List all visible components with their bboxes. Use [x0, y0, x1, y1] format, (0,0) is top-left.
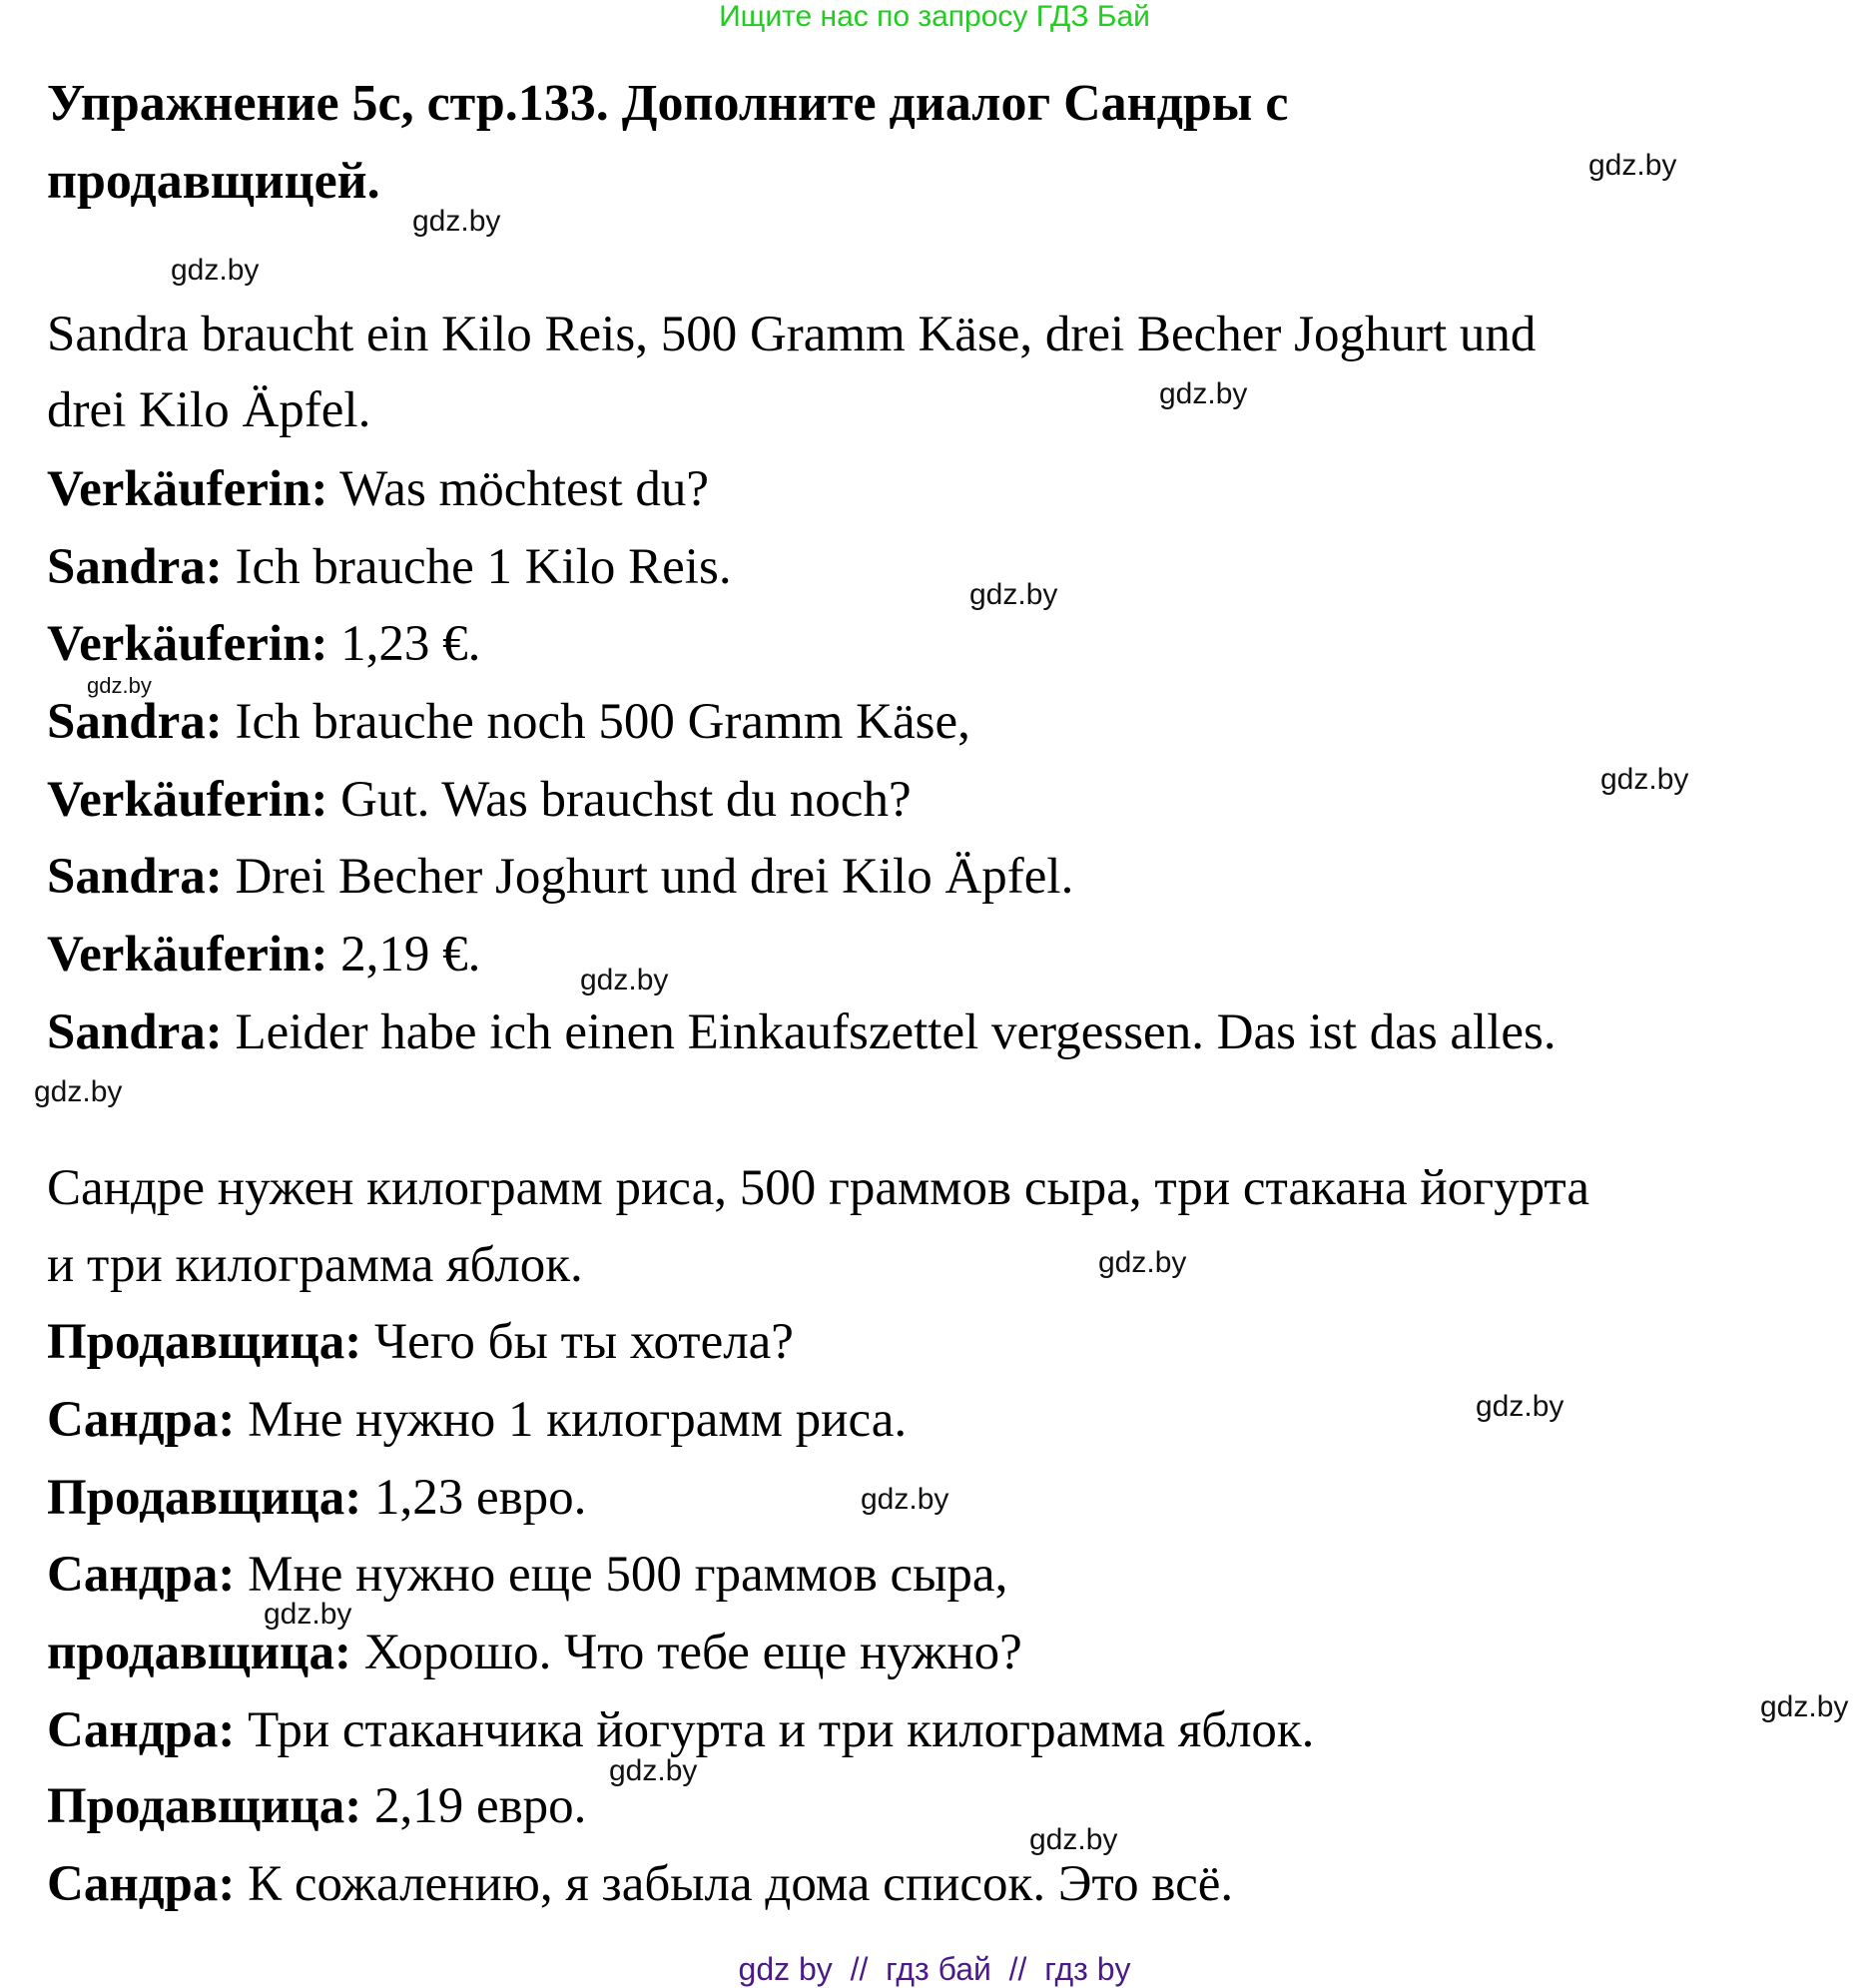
line-text: Сандре нужен килограмм риса, 500 граммов сыра, три стакана йогурта — [47, 1160, 1589, 1216]
speaker-label: Продавщица: — [47, 1470, 362, 1526]
speaker-label: Sandra: — [47, 849, 223, 905]
line-text: 1,23 €. — [327, 616, 481, 672]
watermark: gdz.by — [1159, 377, 1248, 410]
speaker-label: Verkäuferin: — [47, 461, 328, 517]
russian-dialog-line — [47, 1614, 1022, 1691]
line-text: 1,23 евро. — [361, 1470, 587, 1526]
line-text: Мне нужно еще 500 граммов сыра, — [235, 1547, 1008, 1603]
watermark: gdz.by — [1588, 149, 1677, 182]
exercise-heading-line2: продавщицей. — [47, 153, 380, 210]
line-text: 2,19 €. — [327, 927, 481, 983]
watermark: gdz.by — [171, 254, 260, 287]
russian-dialog-line — [47, 1536, 1007, 1614]
watermark: gdz.by — [609, 1754, 698, 1787]
search-banner: Ищите нас по запросу ГДЗ Бай — [719, 0, 1150, 33]
line-text: Drei Becher Joghurt und drei Kilo Äpfel. — [222, 849, 1074, 905]
russian-dialog-line — [47, 1303, 794, 1381]
speaker-label: Sandra: — [47, 539, 223, 595]
speaker-label: Сандра: — [47, 1392, 236, 1448]
german-dialog-line — [47, 450, 709, 528]
speaker-label: Продавщица: — [47, 1778, 362, 1834]
german-dialog-line — [47, 916, 480, 994]
watermark: gdz.by — [1760, 1690, 1849, 1723]
line-text: К сожалению, я забыла дома список. Это всё. — [235, 1856, 1234, 1912]
russian-dialog-line — [47, 1845, 1233, 1923]
line-text: Чего бы ты хотела? — [361, 1314, 794, 1370]
german-dialog-line — [47, 296, 1536, 373]
watermark: gdz.by — [1600, 763, 1689, 796]
watermark: gdz.by — [1098, 1246, 1187, 1279]
speaker-label: Sandra: — [47, 694, 223, 750]
line-text: и три килограмма яблок. — [47, 1237, 583, 1293]
watermark: gdz.by — [34, 1075, 123, 1108]
line-text: Ich brauche 1 Kilo Reis. — [222, 539, 732, 595]
speaker-label: Verkäuferin: — [47, 616, 328, 672]
exercise-heading-line1: Упражнение 5c, стр.133. Дополните диалог Сандры с — [47, 75, 1289, 132]
russian-dialog-line — [47, 1459, 586, 1537]
speaker-label: Сандра: — [47, 1547, 236, 1603]
watermark: gdz.by — [1029, 1823, 1118, 1856]
watermark: gdz.by — [580, 964, 669, 996]
line-text: Gut. Was brauchst du noch? — [327, 772, 912, 828]
speaker-label: Продавщица: — [47, 1314, 362, 1370]
footer-links: gdz by // гдз бай // гдз by — [738, 1951, 1131, 1987]
russian-dialog-line — [47, 1149, 1589, 1227]
watermark: gdz.by — [87, 673, 152, 698]
german-dialog-line — [47, 838, 1073, 916]
russian-dialog-line — [47, 1767, 586, 1845]
line-text: drei Kilo Äpfel. — [47, 382, 371, 438]
german-dialog-line — [47, 371, 370, 449]
speaker-label: продавщица: — [47, 1625, 351, 1680]
line-text: Was möchtest du? — [327, 461, 710, 517]
line-text: Leider habe ich einen Einkaufszettel vergessen. Das ist das alles. — [222, 1004, 1557, 1060]
watermark: gdz.by — [969, 578, 1058, 611]
line-text: Мне нужно 1 килограмм риса. — [235, 1392, 908, 1448]
line-text: Ich brauche noch 500 Gramm Käse, — [222, 694, 970, 750]
german-dialog-line — [47, 683, 970, 761]
watermark: gdz.by — [1476, 1390, 1564, 1423]
speaker-label: Сандра: — [47, 1702, 236, 1758]
line-text: Три стаканчика йогурта и три килограмма яблок. — [235, 1702, 1315, 1758]
german-dialog-line — [47, 994, 1557, 1071]
russian-dialog-line — [47, 1226, 583, 1304]
line-text: Sandra braucht ein Kilo Reis, 500 Gramm Käse, drei Becher Joghurt und — [47, 307, 1537, 362]
speaker-label: Verkäuferin: — [47, 772, 328, 828]
speaker-label: Сандра: — [47, 1856, 236, 1912]
watermark: gdz.by — [264, 1598, 352, 1631]
watermark: gdz.by — [861, 1483, 949, 1516]
watermark: gdz.by — [412, 205, 501, 238]
speaker-label: Sandra: — [47, 1004, 223, 1060]
line-text: 2,19 евро. — [361, 1778, 587, 1834]
german-dialog-line — [47, 528, 732, 606]
russian-dialog-line — [47, 1381, 907, 1459]
german-dialog-line — [47, 761, 912, 839]
line-text: Хорошо. Что тебе еще нужно? — [350, 1625, 1022, 1680]
speaker-label: Verkäuferin: — [47, 927, 328, 983]
